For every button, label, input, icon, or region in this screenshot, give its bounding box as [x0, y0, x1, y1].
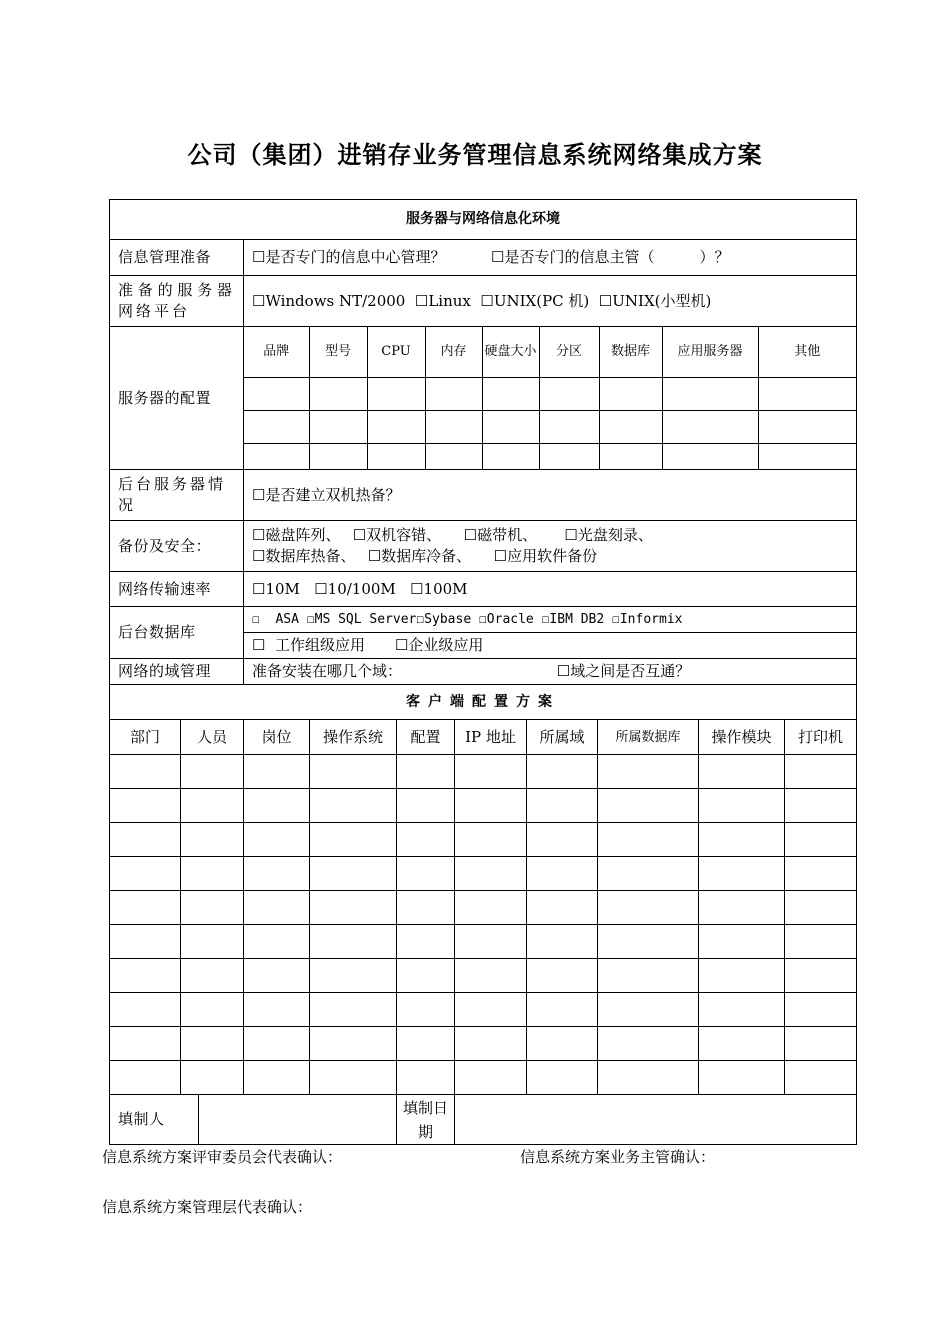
config-cell[interactable]	[367, 410, 425, 443]
client-cell[interactable]	[785, 789, 857, 823]
client-cell[interactable]	[310, 993, 397, 1027]
client-cell[interactable]	[785, 823, 857, 857]
committee-confirmation: 信息系统方案评审委员会代表确认：	[102, 1148, 343, 1166]
config-cell[interactable]	[758, 410, 856, 443]
client-cell[interactable]	[310, 823, 397, 857]
client-cell[interactable]	[785, 891, 857, 925]
client-cell[interactable]	[699, 1061, 785, 1095]
client-cell[interactable]	[397, 1061, 455, 1095]
col-ip: IP 地址	[455, 720, 527, 755]
client-cell[interactable]	[785, 1027, 857, 1061]
client-cell[interactable]	[527, 925, 598, 959]
client-cell[interactable]	[244, 823, 310, 857]
client-cell[interactable]	[181, 1061, 244, 1095]
config-cell[interactable]	[539, 377, 599, 410]
supervisor-confirmation: 信息系统方案业务主管确认：	[520, 1148, 716, 1166]
client-cell[interactable]	[181, 925, 244, 959]
client-cell[interactable]	[244, 1027, 310, 1061]
client-cell[interactable]	[598, 925, 699, 959]
client-cell[interactable]	[699, 857, 785, 891]
client-cell[interactable]	[455, 1061, 527, 1095]
client-cell[interactable]	[785, 1061, 857, 1095]
client-cell[interactable]	[527, 993, 598, 1027]
client-section-heading: 客户端配置方案	[110, 685, 857, 720]
backup-label: 备份及安全：	[110, 521, 244, 572]
config-cell[interactable]	[599, 443, 662, 469]
client-cell[interactable]	[699, 959, 785, 993]
server-section-heading: 服务器与网络信息化环境	[110, 200, 857, 240]
config-cell[interactable]	[758, 377, 856, 410]
client-cell[interactable]	[310, 1061, 397, 1095]
config-cell[interactable]	[539, 443, 599, 469]
client-cell[interactable]	[699, 993, 785, 1027]
client-cell[interactable]	[455, 959, 527, 993]
client-row	[110, 857, 857, 891]
filler-label: 填制人	[110, 1095, 199, 1145]
client-cell[interactable]	[455, 1027, 527, 1061]
info-mgmt-label: 信息管理准备	[110, 240, 244, 276]
col-brand: 品牌	[244, 327, 309, 377]
col-database: 数据库	[599, 327, 662, 377]
client-cell[interactable]	[110, 789, 181, 823]
client-cell[interactable]	[397, 857, 455, 891]
client-cell[interactable]	[110, 857, 181, 891]
client-cell[interactable]	[785, 925, 857, 959]
client-cell[interactable]	[455, 823, 527, 857]
config-cell[interactable]	[309, 443, 367, 469]
client-cell[interactable]	[110, 755, 181, 789]
client-cell[interactable]	[181, 891, 244, 925]
info-supervisor-checkbox[interactable]: ☐是否专门的信息主管（ ）？	[491, 248, 730, 266]
client-table	[109, 684, 857, 1095]
config-cell[interactable]	[599, 377, 662, 410]
client-cell[interactable]	[598, 1061, 699, 1095]
client-cell[interactable]	[244, 755, 310, 789]
client-cell[interactable]	[785, 755, 857, 789]
client-cell[interactable]	[244, 857, 310, 891]
config-cell[interactable]	[662, 377, 758, 410]
client-cell[interactable]	[598, 823, 699, 857]
config-cell[interactable]	[482, 443, 539, 469]
client-cell[interactable]	[527, 1027, 598, 1061]
client-cell[interactable]	[527, 857, 598, 891]
client-cell[interactable]	[110, 1027, 181, 1061]
client-cell[interactable]	[527, 755, 598, 789]
client-cell[interactable]	[455, 857, 527, 891]
client-cell[interactable]	[310, 959, 397, 993]
client-cell[interactable]	[181, 755, 244, 789]
client-cell[interactable]	[110, 891, 181, 925]
client-row	[110, 789, 857, 823]
client-cell[interactable]	[397, 823, 455, 857]
client-cell[interactable]	[527, 959, 598, 993]
client-cell[interactable]	[310, 755, 397, 789]
config-cell[interactable]	[482, 410, 539, 443]
client-cell[interactable]	[397, 789, 455, 823]
speed-options[interactable]: ☐10M ☐10/100M ☐100M	[244, 572, 857, 607]
config-cell[interactable]	[244, 410, 309, 443]
client-cell[interactable]	[527, 1061, 598, 1095]
domain-interconnect-checkbox[interactable]: ☐域之间是否互通？	[556, 662, 691, 680]
domain-install-text: 准备安装在哪几个域：	[252, 662, 403, 680]
client-row	[110, 891, 857, 925]
col-cpu: CPU	[367, 327, 425, 377]
client-cell[interactable]	[598, 789, 699, 823]
config-cell[interactable]	[599, 410, 662, 443]
client-row	[110, 1027, 857, 1061]
client-cell[interactable]	[181, 993, 244, 1027]
server-config-grid	[244, 327, 856, 469]
config-cell[interactable]	[309, 377, 367, 410]
client-cell[interactable]	[455, 891, 527, 925]
fill-date-field[interactable]	[455, 1095, 857, 1145]
config-cell[interactable]	[425, 410, 482, 443]
client-cell[interactable]	[397, 1027, 455, 1061]
client-cell[interactable]	[699, 1027, 785, 1061]
client-cell[interactable]	[699, 789, 785, 823]
col-other: 其他	[758, 327, 856, 377]
platform-label: 准备的服务器网络平台	[110, 276, 244, 327]
config-cell[interactable]	[482, 377, 539, 410]
form-table	[109, 199, 857, 1145]
client-cell[interactable]	[527, 891, 598, 925]
config-cell[interactable]	[425, 377, 482, 410]
client-cell[interactable]	[310, 857, 397, 891]
client-cell[interactable]	[699, 925, 785, 959]
config-cell[interactable]	[662, 443, 758, 469]
client-cell[interactable]	[244, 925, 310, 959]
client-cell[interactable]	[527, 789, 598, 823]
client-row	[110, 925, 857, 959]
backend-label: 后台服务器情况	[110, 470, 244, 521]
client-cell[interactable]	[785, 993, 857, 1027]
client-cell[interactable]	[110, 1061, 181, 1095]
col-module: 操作模块	[699, 720, 785, 755]
config-cell[interactable]	[367, 443, 425, 469]
col-domain: 所属域	[527, 720, 598, 755]
speed-label: 网络传输速率	[110, 572, 244, 607]
fill-table	[109, 1094, 857, 1145]
client-cell[interactable]	[110, 823, 181, 857]
col-position: 岗位	[244, 720, 310, 755]
client-cell[interactable]	[244, 959, 310, 993]
client-cell[interactable]	[310, 925, 397, 959]
client-cell[interactable]	[397, 993, 455, 1027]
client-cell[interactable]	[455, 789, 527, 823]
client-cell[interactable]	[110, 959, 181, 993]
client-cell[interactable]	[598, 755, 699, 789]
client-cell[interactable]	[397, 959, 455, 993]
domain-label: 网络的域管理	[110, 659, 244, 685]
col-department: 部门	[110, 720, 181, 755]
client-cell[interactable]	[598, 993, 699, 1027]
client-cell[interactable]	[598, 891, 699, 925]
page-title: 公司（集团）进销存业务管理信息系统网络集成方案	[187, 141, 763, 169]
config-cell[interactable]	[425, 443, 482, 469]
client-cell[interactable]	[310, 1027, 397, 1061]
col-app-server: 应用服务器	[662, 327, 758, 377]
client-cell[interactable]	[455, 993, 527, 1027]
database-scale-options[interactable]: ☐ 工作组级应用 ☐企业级应用	[252, 636, 484, 654]
client-cell[interactable]	[598, 959, 699, 993]
config-row	[244, 377, 856, 410]
hot-standby-checkbox[interactable]: ☐是否建立双机热备？	[244, 470, 857, 521]
client-cell[interactable]	[181, 789, 244, 823]
client-cell[interactable]	[785, 959, 857, 993]
client-cell[interactable]	[455, 755, 527, 789]
database-options[interactable]: ☐ ASA ☐MS SQL Server☐Sybase ☐Oracle ☐IBM DB2 ☐Informix	[244, 607, 856, 633]
config-cell[interactable]	[367, 377, 425, 410]
fill-date-label: 填制日期	[397, 1095, 455, 1145]
col-client-database: 所属数据库	[598, 720, 699, 755]
client-cell[interactable]	[455, 925, 527, 959]
col-memory: 内存	[425, 327, 482, 377]
client-cell[interactable]	[699, 891, 785, 925]
client-cell[interactable]	[244, 1061, 310, 1095]
client-cell[interactable]	[785, 857, 857, 891]
server-table	[109, 199, 857, 685]
client-row	[110, 823, 857, 857]
col-partition: 分区	[539, 327, 599, 377]
col-personnel: 人员	[181, 720, 244, 755]
client-cell[interactable]	[397, 755, 455, 789]
config-label: 服务器的配置	[110, 327, 244, 470]
client-cell[interactable]	[397, 925, 455, 959]
backup-options-line2[interactable]: ☐数据库热备、 ☐数据库冷备、 ☐应用软件备份	[252, 547, 598, 565]
config-cell[interactable]	[309, 410, 367, 443]
client-cell[interactable]	[527, 823, 598, 857]
col-printer: 打印机	[785, 720, 857, 755]
backup-options-line1[interactable]: ☐磁盘阵列、 ☐双机容错、 ☐磁带机、 ☐光盘刻录、	[252, 526, 653, 544]
col-os: 操作系统	[310, 720, 397, 755]
col-config: 配置	[397, 720, 455, 755]
client-cell[interactable]	[244, 993, 310, 1027]
config-row	[244, 410, 856, 443]
database-label: 后台数据库	[110, 607, 244, 659]
client-cell[interactable]	[699, 755, 785, 789]
client-cell[interactable]	[699, 823, 785, 857]
client-cell[interactable]	[181, 857, 244, 891]
config-cell[interactable]	[662, 410, 758, 443]
client-cell[interactable]	[181, 823, 244, 857]
platform-options[interactable]: ☐Windows NT/2000 ☐Linux ☐UNIX(PC 机) ☐UNIX(小型机)	[244, 276, 857, 327]
client-cell[interactable]	[110, 993, 181, 1027]
client-row	[110, 1061, 857, 1095]
col-disk: 硬盘大小	[482, 327, 539, 377]
col-model: 型号	[309, 327, 367, 377]
management-confirmation: 信息系统方案管理层代表确认：	[102, 1198, 313, 1216]
client-cell[interactable]	[598, 857, 699, 891]
config-cell[interactable]	[758, 443, 856, 469]
config-cell[interactable]	[539, 410, 599, 443]
config-row	[244, 443, 856, 469]
client-row	[110, 993, 857, 1027]
client-cell[interactable]	[181, 1027, 244, 1061]
client-cell[interactable]	[181, 959, 244, 993]
info-center-checkbox[interactable]: ☐是否专门的信息中心管理？	[252, 248, 446, 266]
client-cell[interactable]	[310, 789, 397, 823]
client-row	[110, 755, 857, 789]
config-cell[interactable]	[244, 377, 309, 410]
config-cell[interactable]	[244, 443, 309, 469]
client-cell[interactable]	[244, 891, 310, 925]
client-cell[interactable]	[310, 891, 397, 925]
client-cell[interactable]	[598, 1027, 699, 1061]
filler-field[interactable]	[199, 1095, 397, 1145]
client-cell[interactable]	[244, 789, 310, 823]
client-rows	[110, 755, 857, 1095]
client-row	[110, 959, 857, 993]
client-cell[interactable]	[110, 925, 181, 959]
client-cell[interactable]	[397, 891, 455, 925]
